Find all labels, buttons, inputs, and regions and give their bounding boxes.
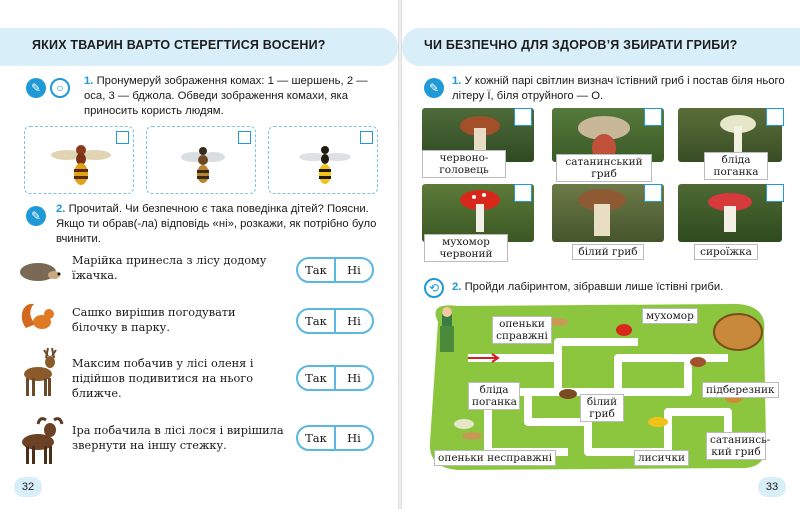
mushroom-checkbox-1[interactable]: [514, 108, 532, 126]
label-porcini: білий гриб: [572, 244, 644, 260]
task1-number: 1.: [84, 75, 94, 87]
answer-yes-3[interactable]: Так: [298, 367, 336, 389]
task2-instruction: [56, 202, 382, 247]
read-task-icon: ✎: [26, 206, 46, 226]
left-page: [0, 0, 398, 509]
maze-label-fly-agaric: мухомор: [642, 308, 698, 324]
insect-box-bee[interactable]: [268, 126, 378, 194]
maze-label-chanterelles: лисички: [634, 450, 689, 466]
maze-task-text: Пройди лабіринтом, зібравши лише їстівні гриби.: [464, 281, 724, 293]
mushroom-checkbox-3[interactable]: [766, 108, 784, 126]
story-3: Максим побачив у лісі оленя і підійшов подивитися на нього ближче.: [72, 357, 254, 400]
mushroom-checkbox-6[interactable]: [766, 184, 784, 202]
story-2: Сашко вирішив погодувати білочку в парку.: [72, 306, 236, 334]
squirrel-image: [18, 300, 58, 332]
hornet-image: [49, 141, 113, 187]
wasp-image: [293, 141, 357, 187]
hedgehog-image: [18, 258, 62, 282]
answer-no-1[interactable]: Ні: [347, 263, 361, 277]
answer-yes-2[interactable]: Так: [298, 310, 336, 332]
right-page: [402, 0, 800, 509]
label-satan-bolete: сатанинський гриб: [556, 154, 652, 182]
maze-label-false-honey-fungus: опеньки несправжні: [434, 450, 556, 466]
task1-text: Пронумеруй зображення комах: 1 — шершень, 2 — оса, 3 — бджола. Обведи зображення комахи, яка приносить користь людям.: [84, 75, 368, 117]
story-1: Марійка принесла з лісу додому їжачка.: [72, 254, 267, 282]
left-header-band: [0, 28, 398, 66]
mushroom-checkbox-4[interactable]: [514, 184, 532, 202]
label-russula: сироїжка: [694, 244, 758, 260]
insect-checkbox[interactable]: [116, 131, 129, 144]
answer-no-4[interactable]: Ні: [347, 431, 361, 445]
right-header-band: [402, 28, 800, 66]
insect-checkbox[interactable]: [360, 131, 373, 144]
page-number-left: 32: [14, 477, 42, 497]
circle-task-icon: ○: [50, 78, 70, 98]
answer-toggle-2[interactable]: [296, 308, 374, 334]
task1-instruction: [84, 74, 384, 119]
insect-checkbox[interactable]: [238, 131, 251, 144]
mushroom-task1-number: 1.: [452, 75, 462, 87]
pencil-icon: ✎: [424, 78, 444, 98]
deer-image: [18, 346, 66, 398]
answer-yes-1[interactable]: Так: [298, 259, 336, 281]
story-4: Іра побачила в лісі лося і вирішила звернути на іншу стежку.: [72, 424, 284, 452]
maze-label-birch-bolete: підберезник: [702, 382, 779, 398]
maze-task-instruction: [452, 280, 782, 295]
left-page-title: ЯКИХ ТВАРИН ВАРТО СТЕРЕГТИСЯ ВОСЕНИ?: [32, 38, 326, 52]
label-fly-agaric: мухомор червоний: [424, 234, 508, 262]
label-death-cap: бліда поганка: [704, 152, 768, 180]
maze-label-real-honey-fungus: опеньки справжні: [492, 316, 552, 344]
moose-image: [18, 416, 68, 466]
maze-label-porcini: білий гриб: [580, 394, 624, 422]
right-page-title: ЧИ БЕЗПЕЧНО ДЛЯ ЗДОРОВ’Я ЗБИРАТИ ГРИБИ?: [424, 38, 738, 52]
task2-number: 2.: [56, 203, 66, 215]
task2-text: Прочитай. Чи безпечною є така поведінка дітей? Поясни. Якщо ти обрав(-ла) відповідь «ні», розкажи, як потрібно було вчинити.: [56, 203, 377, 245]
answer-yes-4[interactable]: Так: [298, 427, 336, 449]
bee-image: [171, 141, 235, 187]
answer-no-3[interactable]: Ні: [347, 371, 361, 385]
answer-toggle-1[interactable]: [296, 257, 374, 283]
answer-no-2[interactable]: Ні: [347, 314, 361, 328]
insect-box-wasp[interactable]: [146, 126, 256, 194]
page-number-right: 33: [758, 477, 786, 497]
answer-toggle-4[interactable]: [296, 425, 374, 451]
insect-box-hornet[interactable]: [24, 126, 134, 194]
pencil-icon: ✎: [26, 78, 46, 98]
mushroom-maze[interactable]: [428, 302, 775, 470]
mushroom-checkbox-2[interactable]: [644, 108, 662, 126]
label-red-cap-boletus: червоно- головець: [422, 150, 506, 178]
maze-task-icon: ⟲: [424, 278, 444, 298]
maze-label-satan-bolete: сатанинсь-кий гриб: [706, 432, 766, 460]
mushroom-task1-text: У кожній парі світлин визнач їстівний гриб і постав біля нього літеру Ї, біля отруйного — О.: [452, 75, 785, 102]
answer-toggle-3[interactable]: [296, 365, 374, 391]
maze-task-number: 2.: [452, 281, 462, 293]
maze-label-death-cap: бліда поганка: [468, 382, 520, 410]
mushroom-checkbox-5[interactable]: [644, 184, 662, 202]
mushroom-task1-instruction: [452, 74, 786, 104]
